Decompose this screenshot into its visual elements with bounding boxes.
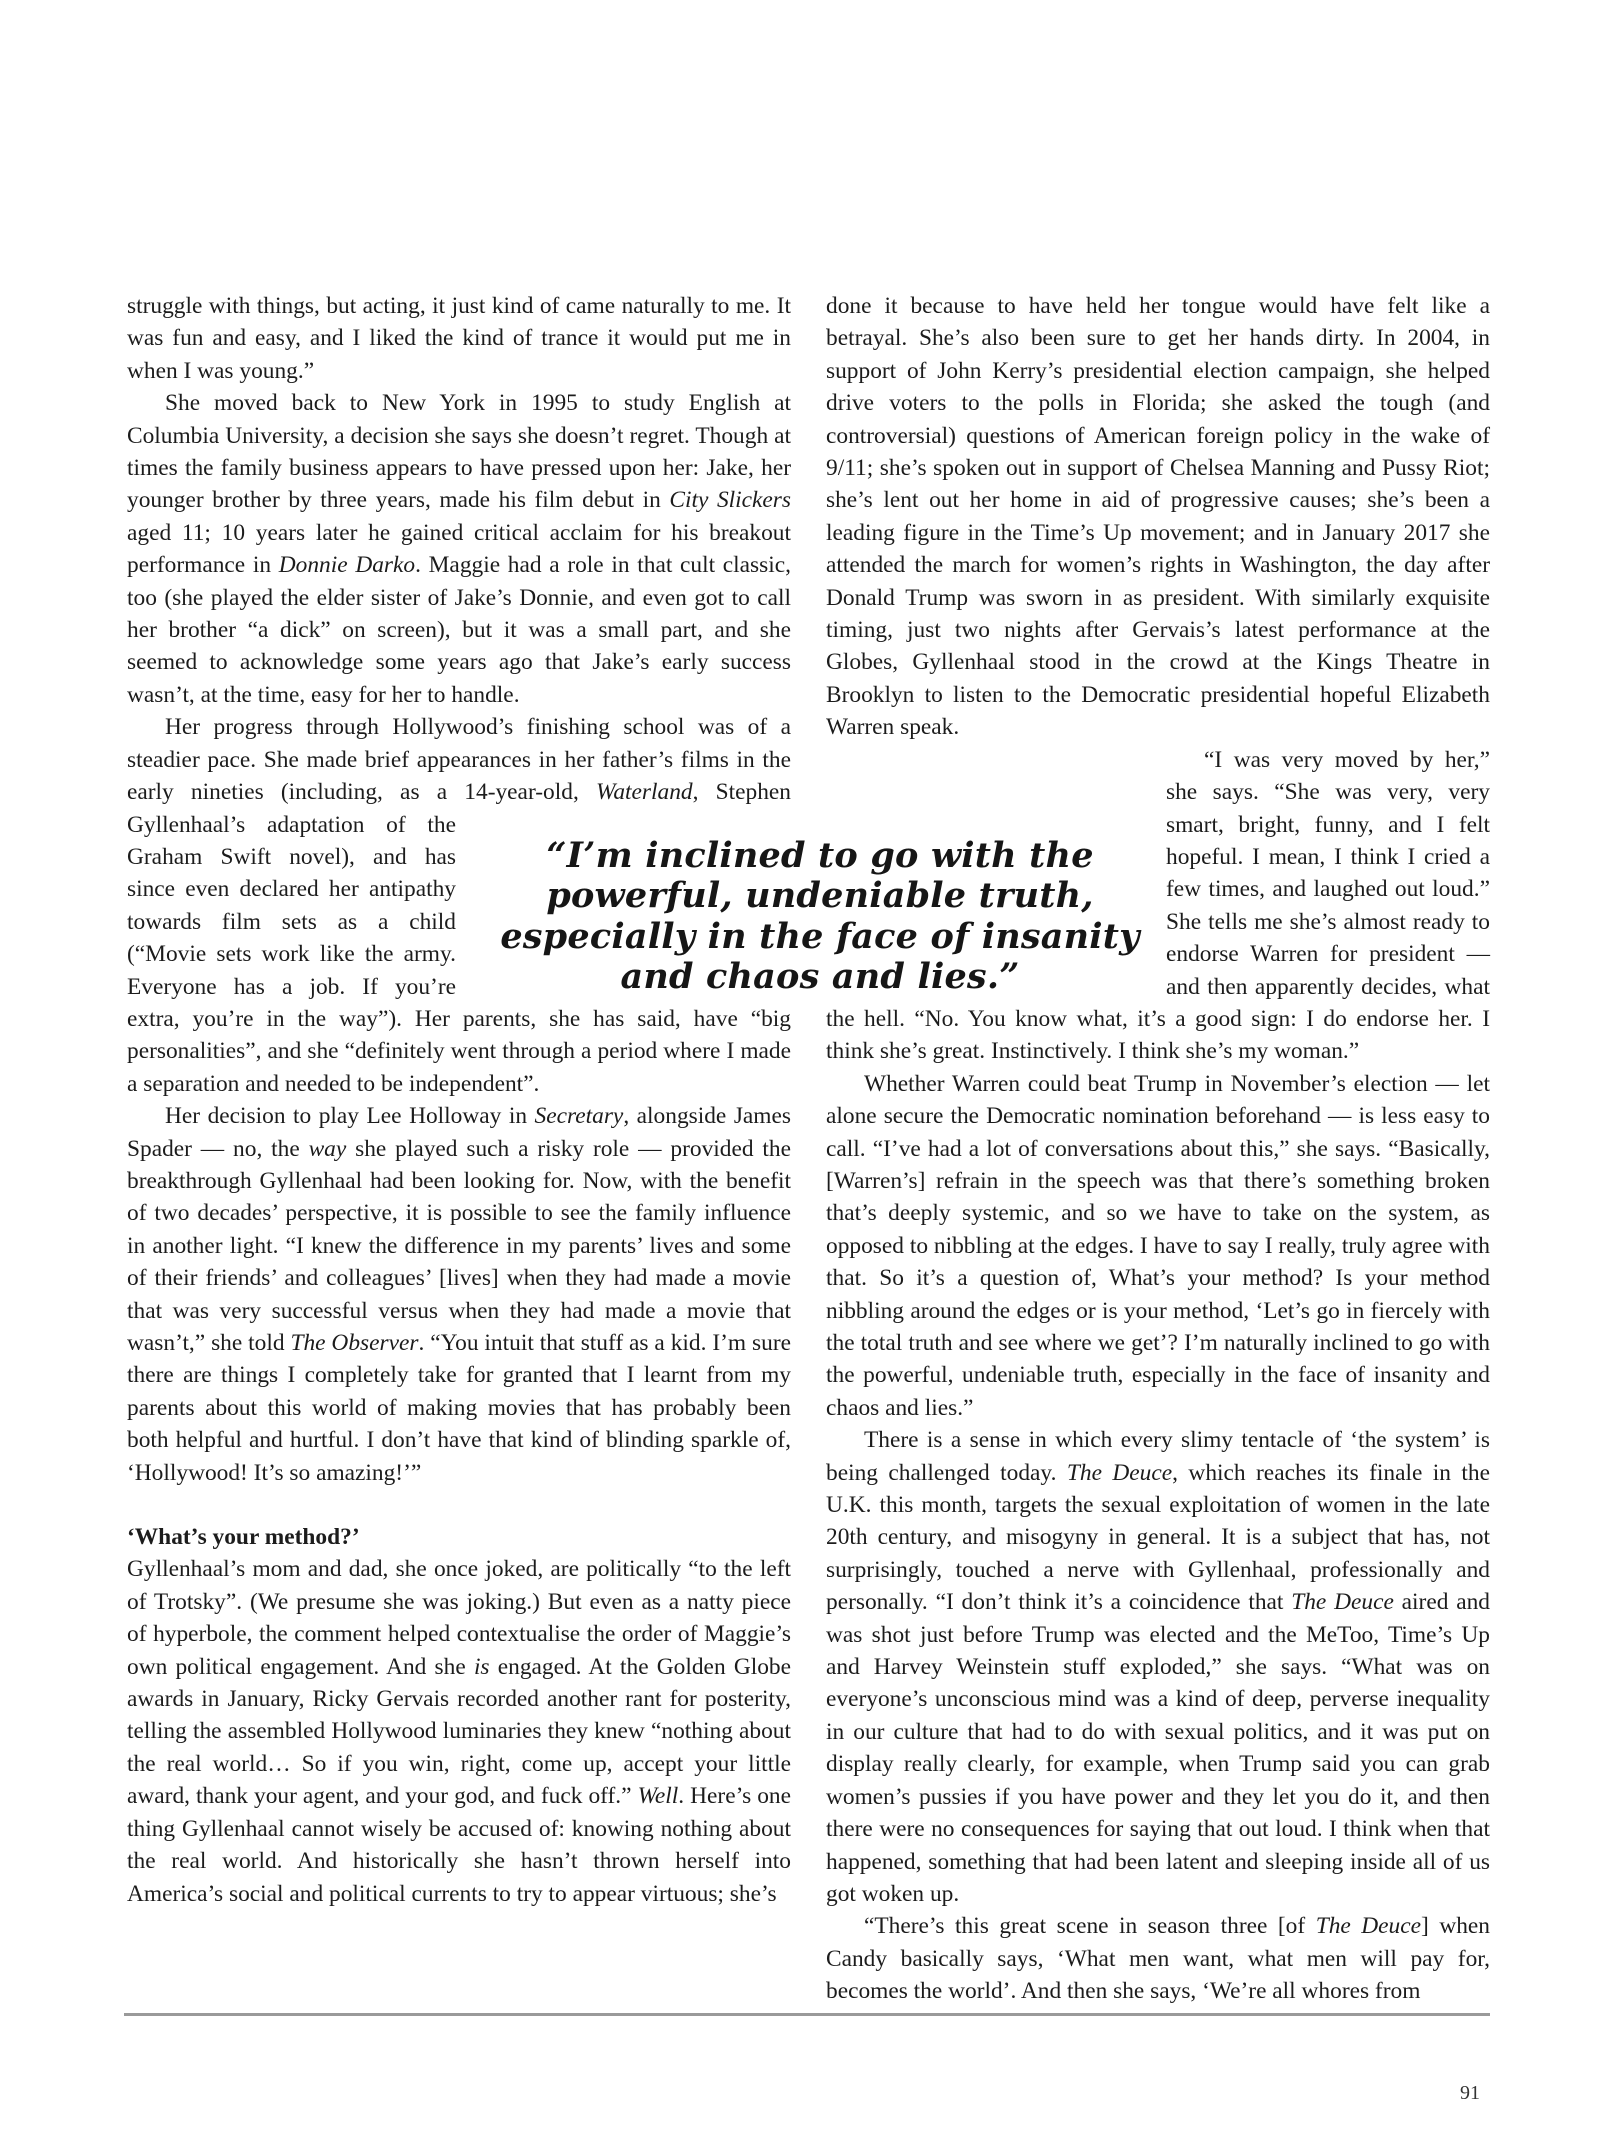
page-number: 91 (1460, 2082, 1480, 2104)
paragraph: done it because to have held her tongue would have felt like a betrayal. She’s also been sure to get her hands dirty. In 2004, in support of John Kerry’s presidential election campaign, she helped drive voters to the polls in Florida; she asked the tough (and controversial) questions of American foreign policy in the wake of 9/11; she’s spoken out in support of Chelsea Manning and Pussy Riot; she’s lent out her home in aid of progressive causes; she’s been a leading figure in the Time’s Up movement; and in January 2017 she attended the march for women’s rights in Washington, the day after Donald Trump was sworn in as president. With similarly exquisite timing, just two nights after Gervais’s latest performance at the Globes, Gyllenhaal stood in the crowd at the Kings Theatre in Brooklyn to listen to the Democratic presidential hopeful Elizabeth Warren speak. (826, 293, 1490, 741)
paragraph: Whether Warren could beat Trump in November’s election — let alone secure the Democratic nomination beforehand — is less easy to call. “I’ve had a lot of conversations about this,” she says. “Basically, [Warren’s] refrain in the speech was that there’s something broken that’s deeply systemic, and so we have to take on the system, as opposed to nibbling at the edges. I have to say I really, truly agree with that. So it’s a question of, What’s your method? Is your method nibbling around the edges or is your method, ‘Let’s go in fiercely with the total truth and see where we get’? I’m naturally inclined to go with the powerful, undeniable truth, especially in the face of insanity and chaos and lies.” (826, 1070, 1490, 1421)
paragraph: Gyllenhaal’s mom and dad, she once joked, are politically “to the left of Trotsky”. (We presume she was joking.) But even as a natty piece of hyperbole, the comment helped contextualise the order of Maggie’s own political engagement. And she is engaged. At the Golden Globe awards in January, Ricky Gervais recorded another rant for posterity, telling the assembled Hollywood luminaries they knew “nothing about the real world… So if you win, right, come up, accept your little award, thank your agent, and your god, and fuck off.” Well. Here’s one thing Gyllenhaal cannot wisely be accused of: knowing nothing about the real world. And historically she hasn’t thrown herself into America’s social and political currents to try to appear virtuous; she’s (127, 1556, 791, 1907)
right-column (826, 290, 1490, 2008)
paragraph: struggle with things, but acting, it just kind of came naturally to me. It was fun and easy, and I liked the kind of trance it would put me in when I was young.” (127, 293, 791, 384)
footer-rule (124, 2013, 1490, 2016)
pull-quote: “I’m inclined to go with the powerful, undeniable truth, especially in the face of insanity and chaos and lies.” (500, 835, 1140, 998)
paragraph: “I was very moved by her,” she says. “She was very, very smart, bright, funny, and I felt hopeful. I mean, I think I cried a few times, and laughed out loud.” She tells me she’s almost ready to endorse Warren for president — and then apparently decides, what the hell. “No. You know what, it’s a good sign: I do endorse her. I think she’s great. Instinctively. I think she’s my woman.” (826, 746, 1490, 1065)
paragraph: There is a sense in which every slimy tentacle of ‘the system’ is being challenged today. The Deuce, which reaches its finale in the U.K. this month, targets the sexual exploitation of women in the late 20th century, and misogyny in general. It is a subject that has, not surprisingly, touched a nerve with Gyllenhaal, professionally and personally. “I don’t think it’s a coincidence that The Deuce aired and was shot just before Trump was elected and the MeToo, Time’s Up and Harvey Weinstein stuff exploded,” she says. “What was on everyone’s unconscious mind was a kind of deep, perverse inequality in our culture that had to do with sexual politics, and it was put on display really clearly, for example, when Trump said you can grab women’s pussies if you have power and they let you do it, and then there were no consequences for saying that out loud. I think when that happened, something that had been latent and sleeping inside all of us got woken up. (826, 1427, 1491, 1907)
paragraph: She moved back to New York in 1995 to study English at Columbia University, a decision she says she doesn’t regret. Though at times the family business appears to have pressed upon her: Jake, her younger brother by three years, made his film debut in City Slickers aged 11; 10 years later he gained critical acclaim for his breakout performance in Donnie Darko. Maggie had a role in that cult classic, too (she played the elder sister of Jake’s Donnie, and even got to call her brother “a dick” on screen), but it was a small part, and she seemed to acknowledge some years ago that Jake’s early success wasn’t, at the time, easy for her to handle. (127, 390, 791, 708)
left-column (127, 290, 791, 1910)
paragraph: Her decision to play Lee Holloway in Secretary, alongside James Spader — no, the way she played such a risky role — provided the breakthrough Gyllenhaal had been looking for. Now, with the benefit of two decades’ perspective, it is possible to see the family influence in another light. “I knew the difference in my parents’ lives and some of their friends’ and colleagues’ [lives] when they had made a movie that was very successful versus when they had made a movie that wasn’t,” she told The Observer. “You intuit that stuff as a kid. I’m sure there are things I completely take for granted that I learnt from my parents about this world of making movies that has probably been both helpful and hurtful. I don’t have that kind of blinding sparkle of, ‘Hollywood! It’s so amazing!’” (127, 1103, 791, 1486)
section-subhead: ‘What’s your method?’ (127, 1524, 360, 1551)
paragraph: “There’s this great scene in season three [of The Deuce] when Candy basically says, ‘What men want, what men will pay for, becomes the world’. And then she says, ‘We’re all whores from (826, 1913, 1490, 2005)
paragraph: Her progress through Hollywood’s finishing school was of a steadier pace. She made brief appearances in her father’s films in the early nineties (including, as a 14-year-old, Waterland , Stephen Gyllenhaal’s adaptation of the Graham Swift novel), and has since even declared her antipathy towards film sets as a child (“Movie sets work like the army. Everyone has a job. If you’re extra, you’re in the way”). Her parents, she has said, have “big personalities”, and she “definitely went through a period where I made a separation and needed to be independent”. (127, 714, 791, 1097)
